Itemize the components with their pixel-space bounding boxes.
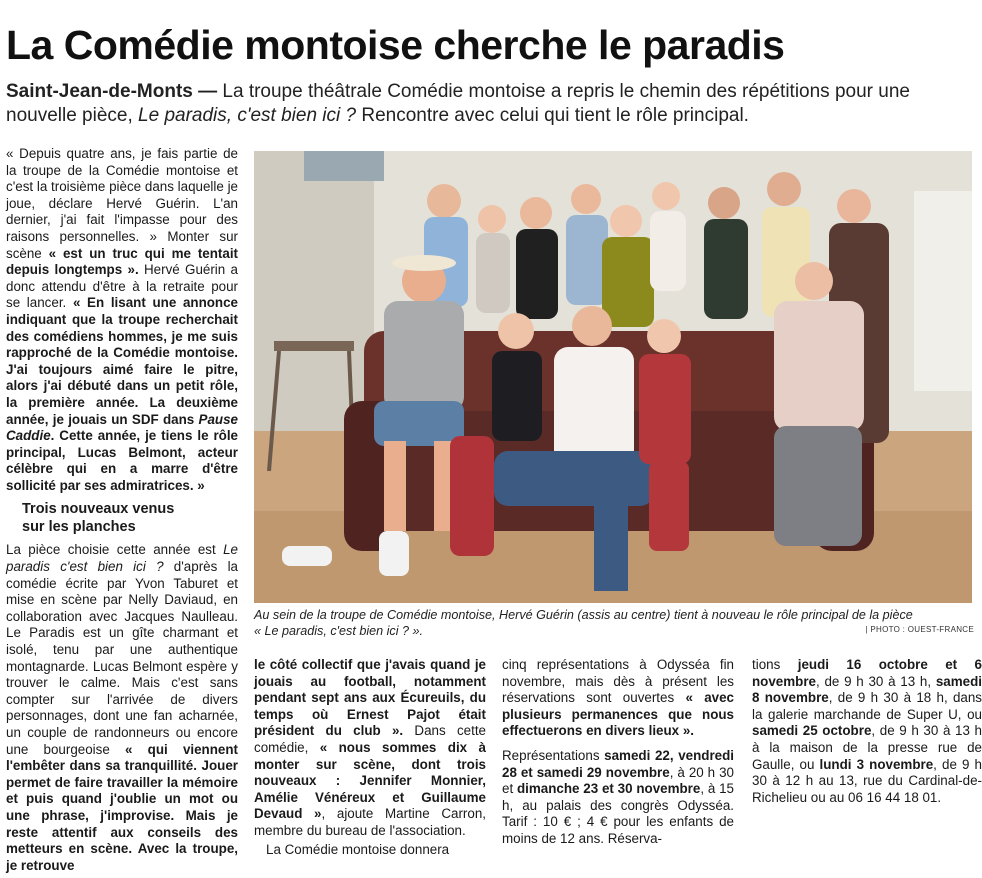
standfirst-text-end: Rencontre avec celui qui tient le rôle principal. [356,105,749,126]
quote: le côté collectif que j'avais quand je jouais au football, notamment pendant sept ans aux Écureuils, du temps où Ernest Pajot était président du club ». [254,657,486,739]
quote: « En lisant une annonce indiquant que la troupe recherchait des comédiens hommes, je me suis rapproché de la Comédie montoise. J'ai toujours aimé faire le pitre, alors j'ai débuté dans un petit rôle, la première année. La deuxième année, je jouais un SDF dans [6,295,238,427]
column-3 [502,657,734,848]
caption-text: « Le paradis, c'est bien ici ? ». [254,624,424,638]
column-4 [752,657,982,806]
subheading-line: sur les planches [22,519,136,536]
dates: lundi 3 novembre [819,756,934,772]
text: , à 20 h 30 et [502,764,734,797]
photo-caption [254,607,972,639]
text: , de 9 h 30 à 12 h au 13, rue du Cardinal-de-Richelieu ou au 06 16 44 18 01. [752,756,982,805]
text: Hervé Guérin a donc attendu d'être à la retraite pour se lancer. [6,262,238,311]
standfirst-text: La troupe théâtrale Comédie montoise a repris le chemin des répétitions pour une nouvelle pièce, [6,81,910,126]
column-2 [254,657,486,858]
text: La pièce choisie cette année est [6,542,224,558]
standfirst-place: Saint-Jean-de-Monts — [6,81,218,102]
group-photo-illustration [254,151,972,603]
text: Monter sur scène [6,228,238,261]
quote: « Depuis quatre ans, je fais partie de la troupe de la Comédie montoise et c'est la troisième pièce dans laquelle je joue, déclare Hervé Guérin. L'an dernier, j'ai fait l'impasse pour des raisons personnelles. » [6,146,238,244]
quote: « est un truc qui me tentait depuis longtemps ». [6,245,239,278]
text: La Comédie montoise donnera [266,841,450,857]
photo-credit: | PHOTO : OUEST-FRANCE [865,625,974,634]
text: , à 15 h, au palais des congrès Odysséa. Tarif : 10 € ; 4 € pour les enfants de moins de 12 ans. Réserva- [502,781,734,846]
paragraph [752,657,982,806]
column-1 [6,146,238,874]
group-photo [254,151,972,603]
text: , de 9 h 30 à 13 h, [816,673,936,689]
caption-text: Au sein de la troupe de Comédie montoise, Hervé Guérin (assis au centre) tient à nouveau le rôle principal de la pièce [254,608,913,622]
paragraph [6,542,238,874]
quote: « qui viennent l'embêter dans sa tranquillité. Jouer permet de faire travailler la mémoire et puis quand j'oublie un mot ou une phrase, j'improvise. Mais je reste attentif aux conseils des metteurs en scène. Avec la troupe, je retrouve [6,741,239,873]
quote: « nous sommes dix à monter sur scène, dont trois nouveaux : Jennifer Monnier, Amélie Vénéreux et Guillaume Devaud » [254,739,486,822]
headline: La Comédie montoise cherche le paradis [6,22,785,68]
dates: samedi 22, vendredi 28 et samedi 29 novembre [502,747,735,780]
text: , de 9 h 30 à 18 h, dans la galerie marchande de Super U, ou [752,690,982,722]
standfirst [6,80,966,128]
paragraph [254,657,486,840]
subheading-line: Trois nouveaux venus [22,501,175,518]
quote: « avec plusieurs permanences que nous effectuerons en divers lieux ». [502,690,734,739]
text: d'après la comédie écrite par Yvon Taburet et mise en scène par Nelly Daviaud, en collaboration avec Jacques Naulleau. Le Paradis est un gîte charmant et isolé, tenu par une authentique montagnarde. Lucas Belmont espère y trouver le calme. Mais c'est sans compter sur l'arrivée de divers personnages, dont une fan acharnée, un couple de randonneurs ou encore une bourgeoise [6,559,238,757]
paragraph [254,842,486,859]
play-title: Pause Caddie [6,411,238,444]
text: tions [752,657,798,672]
text: , de 9 h 30 à 13 h à la maison de la presse rue de Gaulle, ou [752,723,982,772]
dates: samedi 8 novembre [752,673,982,706]
text: Dans cette comédie, [254,723,486,755]
text: , ajoute Martine Carron, membre du bureau de l'association. [254,806,486,838]
subheading [22,500,238,536]
text: Représentations [502,747,605,763]
paragraph [6,146,238,494]
dates: dimanche 23 et 30 novembre [516,781,701,797]
paragraph [502,748,734,848]
play-title: Le paradis c'est bien ici ? [6,542,238,575]
paragraph [502,657,734,740]
dates: samedi 25 octobre [752,723,872,739]
quote: . Cette année, je tiens le rôle principal, Lucas Belmont, acteur célèbre qui en a marre d'être sollicité par ses admiratrices. » [6,428,238,493]
text: cinq représentations à Odysséa fin novembre, mais dès à présent les réservations sont ouvertes [502,657,734,706]
dates: jeudi 16 octobre et 6 novembre [752,657,982,689]
standfirst-play-title: Le paradis, c'est bien ici ? [138,105,357,126]
